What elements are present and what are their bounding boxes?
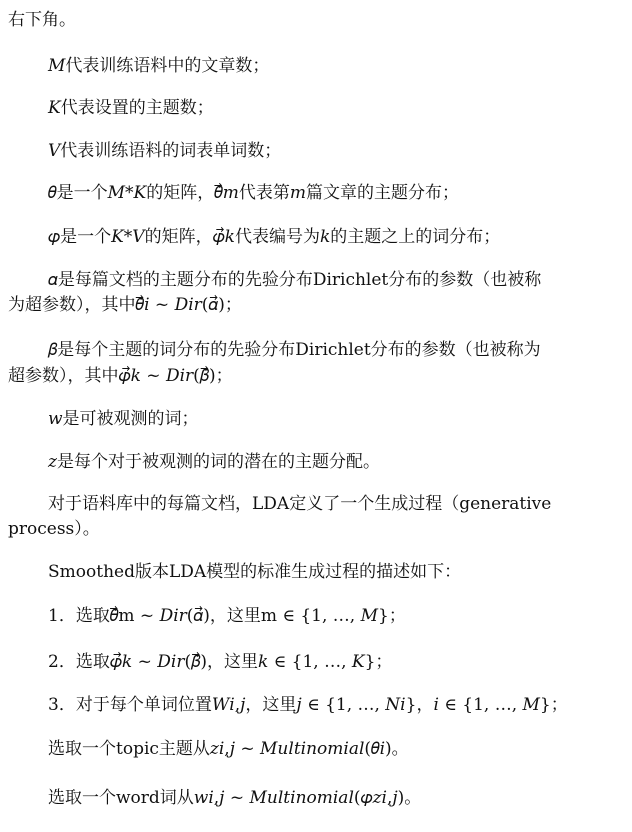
text-line: 为超参数），其中𝜃⃗𝑖 ~ 𝐷𝑖𝑟(𝛼⃗)； <box>8 295 242 315</box>
text-line: 对于语料库中的每篇文档，LDA定义了一个生成过程（generative <box>48 494 552 514</box>
text-line: 𝑤是可被观测的词； <box>48 409 199 429</box>
text-line: 𝜃是一个𝑀*𝐾的矩阵，𝜃⃗𝑚代表第𝑚篇文章的主题分布； <box>48 183 460 203</box>
text-line: 𝐾代表设置的主题数； <box>48 98 214 118</box>
text-line: 𝑧是每个对于被观测的词的潜在的主题分配。 <box>48 452 380 472</box>
text-line: 1．选取𝜃⃗m ~ 𝐷𝑖𝑟(𝛼⃗)，这里m ∈ {1, …, 𝑀}； <box>48 606 406 626</box>
text-line: 3．对于每个单词位置𝑊𝑖,𝑗，这里𝑗 ∈ {1, …, 𝑁𝑖}，𝑖 ∈ {1, …, 𝑀}； <box>48 695 568 715</box>
text-line: 𝜑是一个𝐾*𝑉的矩阵，𝜑⃗𝑘代表编号为𝑘的主题之上的词分布； <box>48 227 501 247</box>
text-line: 2．选取𝜑⃗𝑘 ~ 𝐷𝑖𝑟(𝛽⃗)，这里𝑘 ∈ {1, …, 𝐾}； <box>48 652 393 672</box>
text-line: 𝛽是每个主题的词分布的先验分布Dirichlet分布的参数（也被称为 <box>48 340 541 360</box>
text-line: 𝑀代表训练语料中的文章数； <box>48 56 270 76</box>
text-line: 𝛼是每篇文档的主题分布的先验分布Dirichlet分布的参数（也被称 <box>48 270 542 290</box>
text-line: 超参数），其中𝜑⃗𝑘 ~ 𝐷𝑖𝑟(𝛽⃗)； <box>8 366 233 386</box>
text-line: 选取一个topic主题从𝑧𝑖,𝑗 ~ 𝑀𝑢𝑙𝑡𝑖𝑛𝑜𝑚𝑖𝑎𝑙(𝜃𝑖)。 <box>48 739 409 759</box>
text-line: Smoothed版本LDA模型的标准生成过程的描述如下： <box>48 562 462 582</box>
text-line: 选取一个word词从𝑤𝑖,𝑗 ~ 𝑀𝑢𝑙𝑡𝑖𝑛𝑜𝑚𝑖𝑎𝑙(𝜑𝑧𝑖,𝑗)。 <box>48 788 422 808</box>
text-line: process）。 <box>8 519 100 539</box>
text-line: 𝑉代表训练语料的词表单词数； <box>48 141 282 161</box>
text-line: 右下角。 <box>8 10 76 30</box>
